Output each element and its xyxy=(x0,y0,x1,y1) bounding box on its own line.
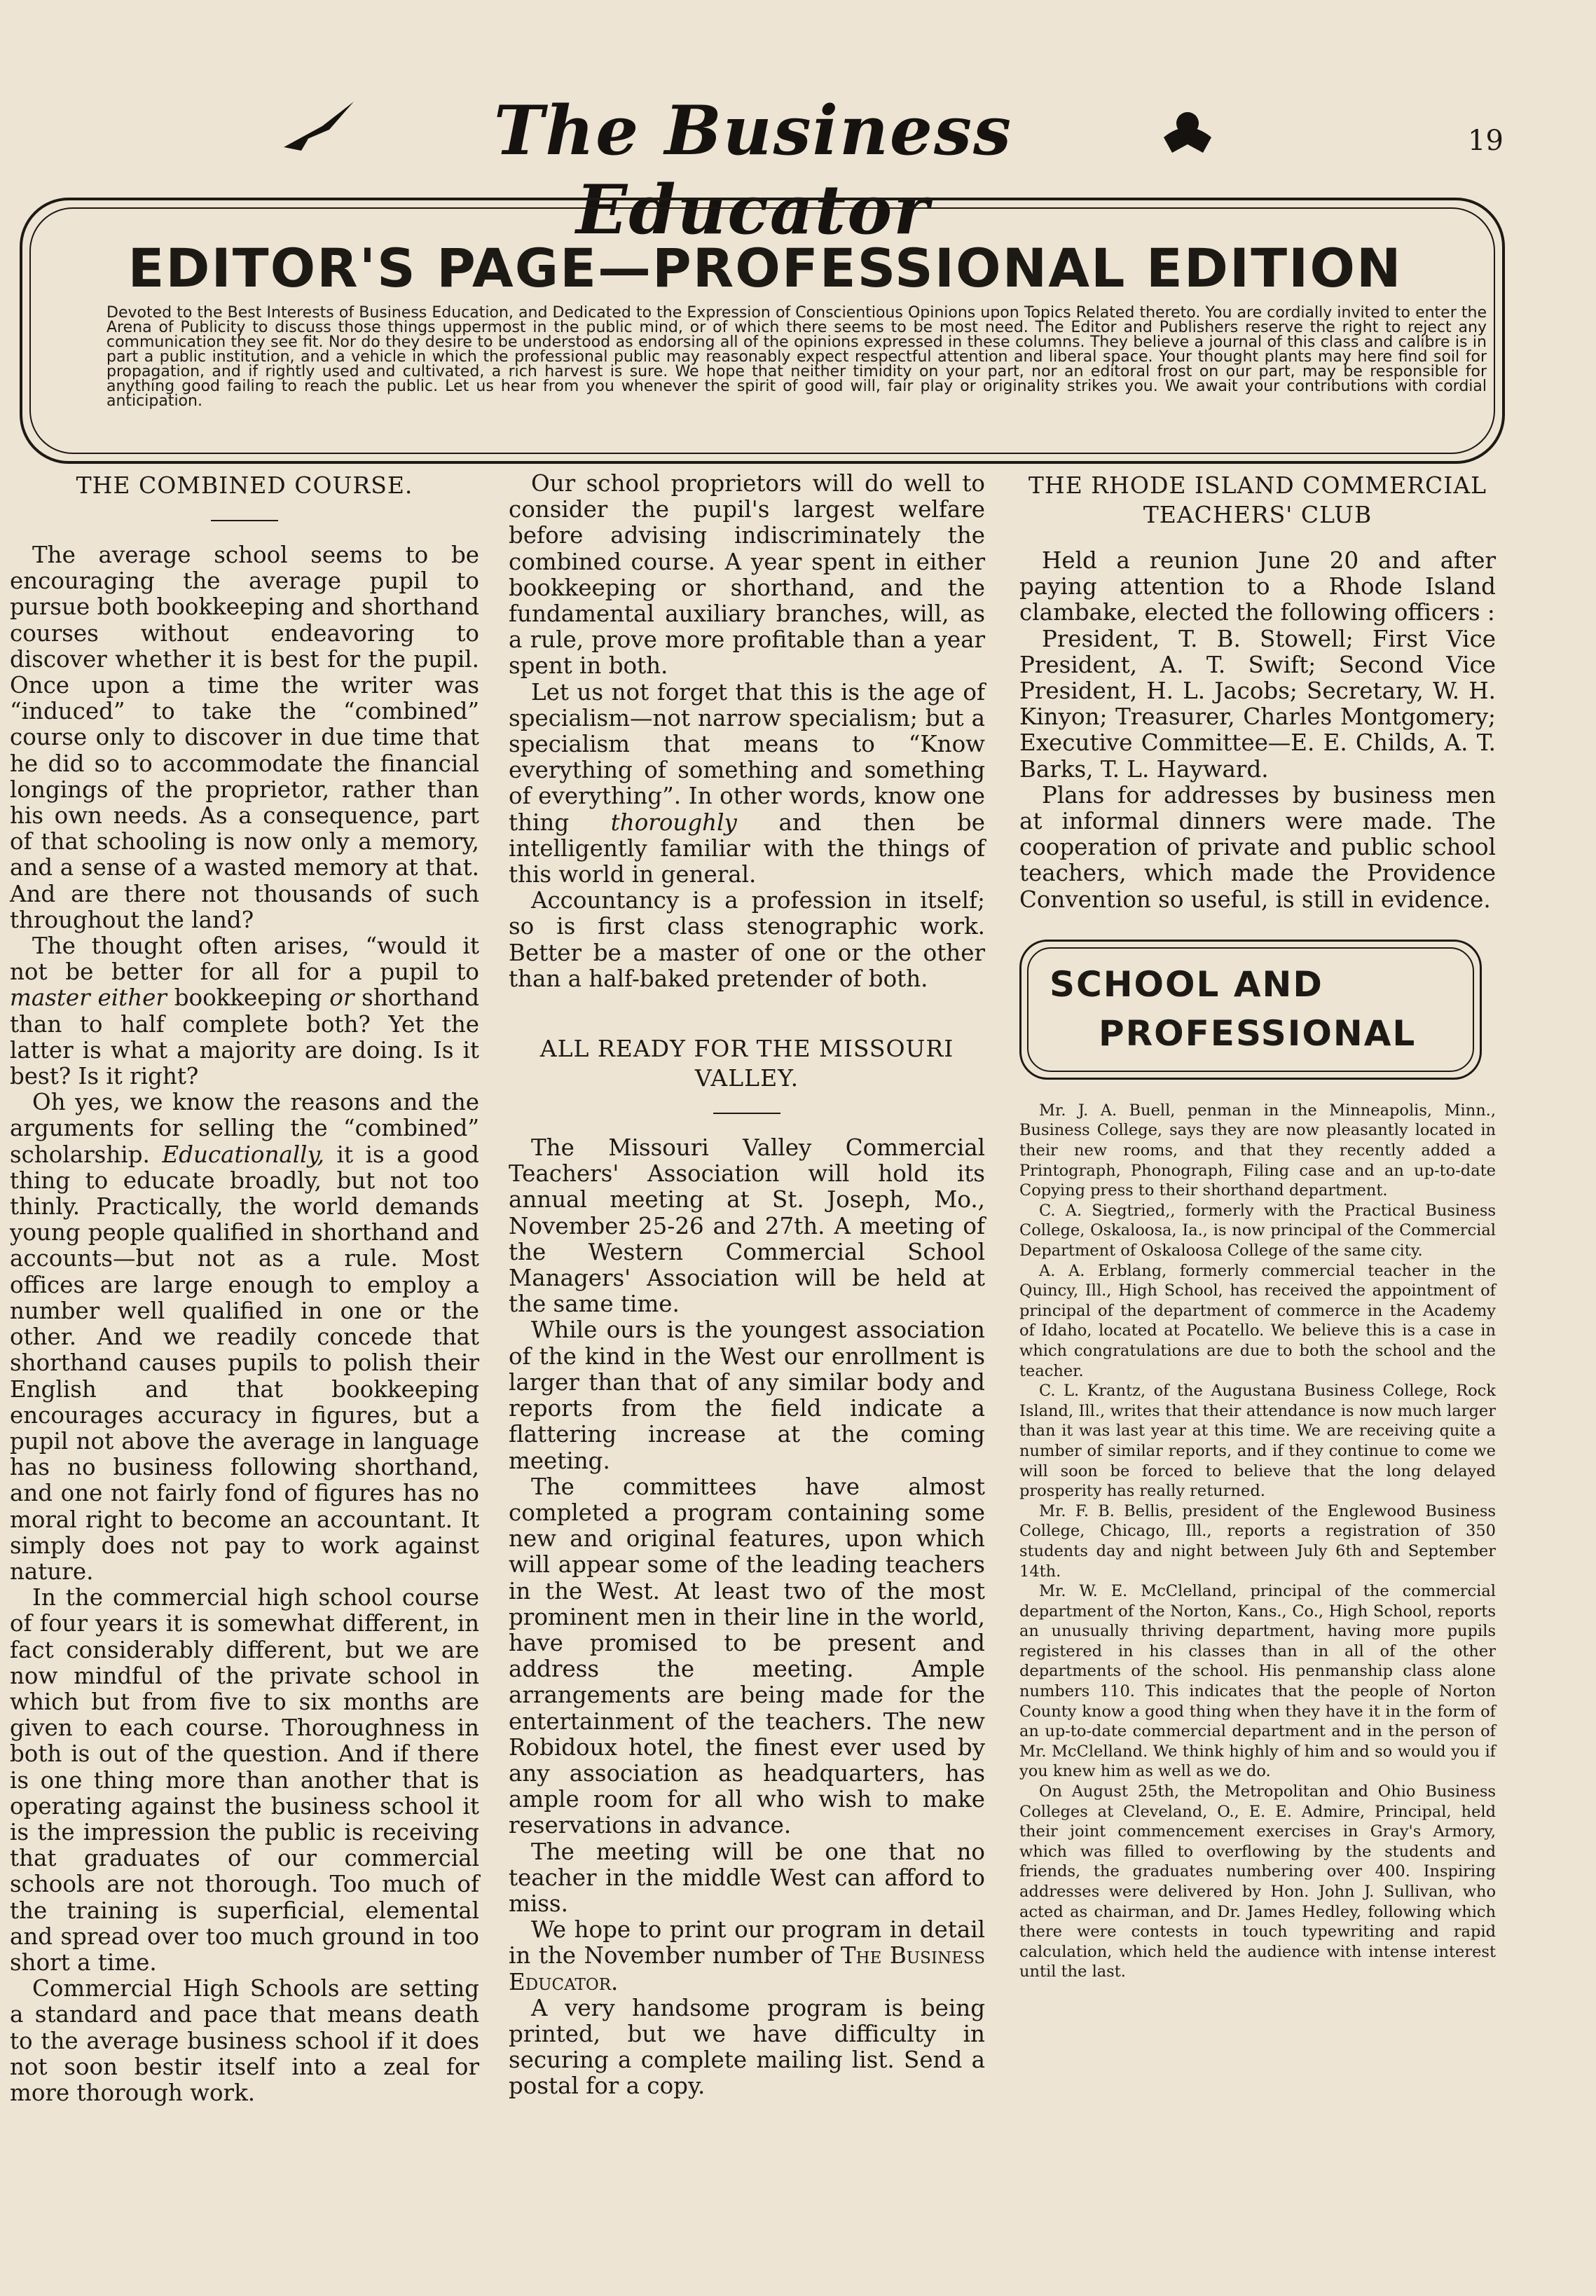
paragraph: In the commercial high school course of four years it is somewhat different, in fact considerably different, but we are now mindful of the private school in which but from five to six months are given to each course. Thoroughness in both is out of the question. And if there is one thing more than another that is operating against the business school it is the impression the public is receiving that graduates of our commercial schools are not thorough. Too much of the training is superficial, elemental and spread over too much ground in too short a time. xyxy=(10,1584,479,1976)
paragraph: Our school proprietors will do well to consider the pupil's largest welfare before advising indiscriminately the combined course. A year spent in either bookkeeping or shorthand, and the fundamental auxiliary branches, will, as a rule, prove more profitable than a year spent in both. xyxy=(509,470,985,680)
paragraph: Let us not forget that this is the age of specialism—not narrow specialism; but a specialism that means to “Know everything of something and something of everything”. In other words, know one thing thoroughly and then be intelligently familiar with the things of this world in general. xyxy=(509,678,985,888)
column-2 xyxy=(509,471,985,2100)
missouri-valley-heading: ALL READY FOR THE MISSOURI VALLEY. xyxy=(539,1035,954,1092)
news-item: Mr. J. A. Buell, penman in the Minneapolis, Minn., Business College, says they are now pleasantly located in their new rooms, and that they recently added a Printograph, Phonograph, Filing case and an up-to-date Copying press to their shorthand department. xyxy=(1019,1101,1496,1200)
editor-intro: Devoted to the Best Interests of Business Education, and Dedicated to the Expression of Conscientious Opinions upon Topics Related thereto. You are cordially invited to enter the Arena of Publicity to discuss those things uppermost in the public mind, or of which there seems to be most need. The Editor and Publishers reserve the right to reject any communication they see fit. Nor do they desire to be understood as endorsing all of the opinions expressed in these columns. They believe a journal of this class and calibre is in part a public institution, and a vehicle in which the professional public may reasonably expect respectful attention and liberal space. Your thought plants may here find soil for propagation, and if rightly used and cultivated, a rich harvest is sure. We hope that neither timidity on your part, nor an editoral frost on our part, may be responsible for anything good failing to reach the public. Let us hear from you whenever the spirit of good will, fair play or originality strikes you. We await your contributions with cordial anticipation. xyxy=(106,304,1487,410)
news-items xyxy=(1019,1101,1496,1982)
paragraph: A very handsome program is being printed, but we have difficulty in securing a complete mailing list. Send a postal for a copy. xyxy=(509,1994,985,2100)
column-1 xyxy=(10,471,479,2106)
paragraph: The meeting will be one that no teacher in the middle West can afford to miss. xyxy=(509,1838,985,1917)
news-item: A. A. Erblang, formerly commercial teacher in the Quincy, Ill., High School, has received the appointment of principal of the department of commerce in the Academy of Idaho, located at Pocatello. We believe this is a case in which congratulations are due to both the school and the teacher. xyxy=(1019,1261,1496,1380)
paragraph: Plans for addresses by business men at informal dinners were made. The cooperation of private and public school teachers, which made the Providence Convention so useful, is still in evidence. xyxy=(1019,781,1496,913)
paragraph: Accountancy is a profession in itself; so is first class stenographic work. Better be a master of one or the other than a half-baked pretender of both. xyxy=(509,887,985,992)
news-item: Mr. W. E. McClelland, principal of the commercial department of the Norton, Kans., Co., High School, reports an unusually thriving department, having more pupils registered in his classes than in all of the other departments of the school. His penmanship class alone numbers 110. This indicates that the people of Norton County know a good thing when they have it in the form of an up-to-date commercial department and in the person of Mr. McClelland. We think highly of him and so would you if you knew him as well as we do. xyxy=(1019,1582,1496,1781)
quill-pen-icon xyxy=(280,98,357,154)
paragraph: We hope to print our program in detail in the November number of The Business Educator. xyxy=(509,1916,985,1995)
eagle-emblem-icon xyxy=(1160,104,1216,160)
paragraph: Oh yes, we know the reasons and the arguments for selling the “combined” scholarship. Educationally, it is a good thing to educate broadly, but not too thinly. Practically, the world demands young people qualified in shorthand and accounts—but not as a rule. Most offices are large enough to employ a number well qualified in one or the other. And we readily concede that shorthand causes pupils to polish their English and that bookkeeping encourages accuracy in figures, but a pupil not above the average in language has no business following shorthand, and one not fairly fond of figures has no moral right to become an accountant. It simply does not pay to work against nature. xyxy=(10,1089,479,1585)
news-item: On August 25th, the Metropolitan and Ohio Business Colleges at Cleveland, O., E. E. Admire, Principal, held their joint commencement exercises in Gray's Armory, which was filled to overflowing by the students and friends, the graduates numbering over 400. Inspiring addresses were delivered by Hon. John J. Sullivan, who acted as chairman, and Dr. James Hedley, following which there were contests in touch typewriting and rapid calculation, which held the audience with intense interest until the last. xyxy=(1019,1782,1496,1981)
paragraph: Held a reunion June 20 and after paying attention to a Rhode Island clambake, elected the following officers : xyxy=(1019,547,1496,626)
column-3 xyxy=(1019,471,1496,1982)
news-item: C. A. Siegtried,, formerly with the Practical Business College, Oskaloosa, Ia., is now principal of the Commercial Department of Oskaloosa College of the same city. xyxy=(1019,1201,1496,1260)
masthead-title: The Business Educator xyxy=(493,91,1013,249)
editor-page-title: EDITOR'S PAGE—PROFESSIONAL EDITION xyxy=(128,237,1403,299)
news-item: C. L. Krantz, of the Augustana Business College, Rock Island, Ill., writes that their attendance is now much larger than it was last year at this time. We are receiving quite a number of similar reports, and if they continue to come we will soon be forced to believe that the long delayed prosperity has really returned. xyxy=(1019,1382,1496,1501)
school-professional-title: SCHOOL AND PROFESSIONAL xyxy=(1050,963,1417,1054)
combined-course-heading: THE COMBINED COURSE. xyxy=(76,472,413,499)
editor-box xyxy=(20,198,1505,464)
paragraph: While ours is the youngest association of the kind in the West our enrollment is larger than that of any similar body and reports from the field indicate a flattering increase at the coming meeting. xyxy=(509,1317,985,1474)
rhode-island-heading: THE RHODE ISLAND COMMERCIAL TEACHERS' CLUB xyxy=(1028,472,1487,528)
masthead xyxy=(0,91,1596,249)
news-item: Mr. F. B. Bellis, president of the Englewood Business College, Chicago, Ill., reports a registration of 350 students day and night between July 6th and September 14th. xyxy=(1019,1501,1496,1581)
paragraph: The committees have almost completed a program containing some new and original features, upon which will appear some of the leading teachers in the West. At least two of the most prominent men in their line in the world, have promised to be present and address the meeting. Ample arrangements are being made for the entertainment of the teachers. The new Robidoux hotel, the finest ever used by any association as headquarters, has ample room for all who wish to make reservations in advance. xyxy=(509,1473,985,1839)
page-number: 19 xyxy=(1468,125,1504,157)
divider xyxy=(211,520,278,521)
divider xyxy=(713,1113,780,1114)
paragraph: The Missouri Valley Commercial Teachers' Association will hold its annual meeting at St. Joseph, Mo., November 25-26 and 27th. A meeting of the Western Commercial School Managers' Association will be held at the same time. xyxy=(509,1134,985,1318)
school-professional-box xyxy=(1019,940,1482,1080)
paragraph: The thought often arises, “would it not be better for all for a pupil to master either bookkeeping or shorthand than to half complete both? Yet the latter is what a majority are doing. Is it best? Is it right? xyxy=(10,933,480,1090)
paragraph: Commercial High Schools are setting a standard and pace that means death to the average business school if it does not soon bestir itself into a zeal for more thorough work. xyxy=(10,1975,479,2106)
paragraph: The average school seems to be encouraging the average pupil to pursue both bookkeeping and shorthand courses without endeavoring to discover whether it is best for the pupil. Once upon a time the writer was “induced” to take the “combined” course only to discover in due time that he did so to accommodate the financial longings of the proprietor, rather than his own needs. As a consequence, part of that schooling is now only a memory, and a sense of a wasted memory at that. And are there not thousands of such throughout the land? xyxy=(10,542,479,933)
paragraph: President, T. B. Stowell; First Vice President, A. T. Swift; Second Vice President, H. L. Jacobs; Secretary, W. H. Kinyon; Treasurer, Charles Montgomery; Executive Committee—E. E. Childs, A. T. Barks, T. L. Hayward. xyxy=(1019,625,1496,783)
